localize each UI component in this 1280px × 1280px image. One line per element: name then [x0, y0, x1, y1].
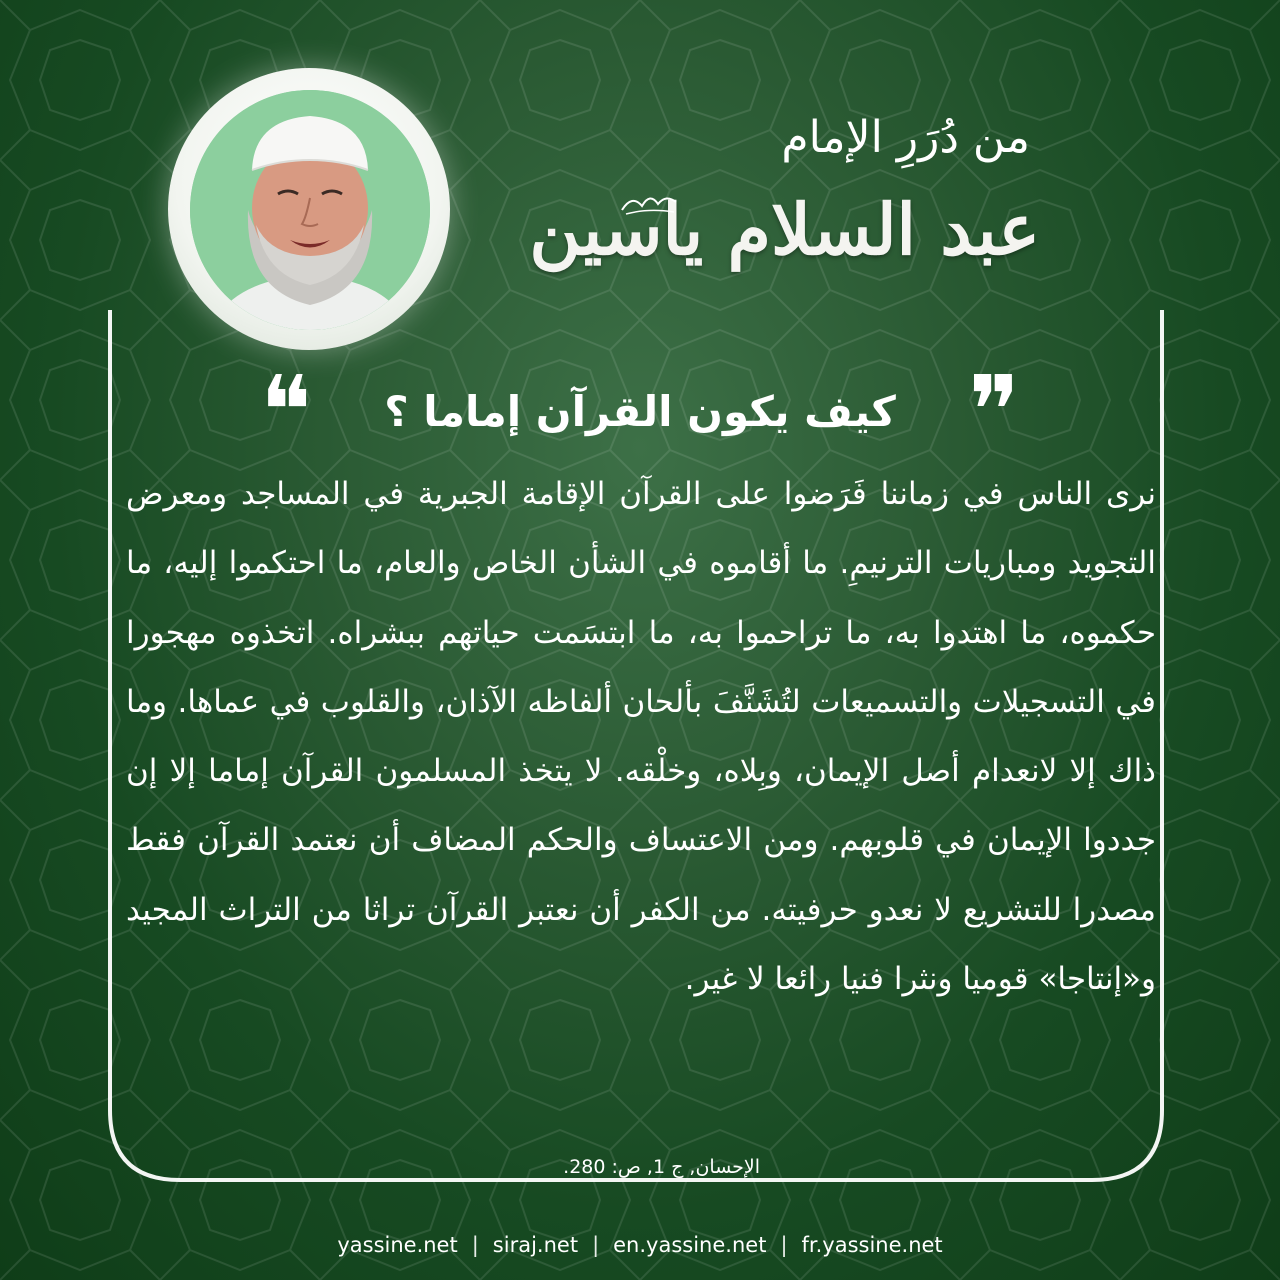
- header-name: عبد السلام ياسين: [529, 188, 1040, 271]
- portrait-illustration: [190, 90, 430, 330]
- link-en-yassine[interactable]: en.yassine.net: [613, 1233, 767, 1257]
- honorific-calligraphy-icon: [618, 188, 680, 218]
- footer-links: [0, 1228, 1280, 1262]
- citation: الإحسان, ج 1, ص: 280.: [563, 1156, 760, 1178]
- footer-separator: |: [471, 1233, 479, 1257]
- page-title: كيف يكون القرآن إماما ؟: [384, 386, 896, 436]
- link-yassine[interactable]: yassine.net: [337, 1233, 458, 1257]
- link-fr-yassine[interactable]: fr.yassine.net: [801, 1233, 943, 1257]
- header-subtitle: من دُرَرِ الإمام: [781, 112, 1030, 163]
- quote-body: نرى الناس في زماننا فَرَضوا على القرآن الإقامة الجبرية في المساجد ومعرض التجويد ومباريات الترنيمِ. ما أقاموه في الشأن الخاص والعام، ما احتكموا إليه، ما حكموه، ما اهتدوا به، ما تراحموا به، ما ابتسَمت حياتهم ببشراه. اتخذوه مهجورا في التسجيلات والتسميعات لتُشَنَّفَ بألحان ألفاظه الآذان، والقلوب في عماها. وما ذاك إلا لانعدام أصل الإيمان، وبِلاه، وخلْقه. لا يتخذ المسلمون القرآن إماما إلا إن جددوا الإيمان في قلوبهم. ومن الاعتساف والحكم المضاف أن نعتمد القرآن فقط مصدرا للتشريع لا نعدو حرفيته. من الكفر أن نعتبر القرآن تراثا من التراث المجيد و«إنتاجا» قوميا ونثرا فنيا رائعا لا غير.: [126, 476, 1156, 998]
- link-siraj[interactable]: siraj.net: [492, 1233, 579, 1257]
- quote-open-icon: ❝: [260, 355, 312, 467]
- title-row: [260, 355, 1020, 467]
- footer-separator: |: [592, 1233, 600, 1257]
- quote-close-icon: ❞: [968, 355, 1020, 467]
- footer-separator: |: [780, 1233, 788, 1257]
- avatar: [190, 90, 430, 330]
